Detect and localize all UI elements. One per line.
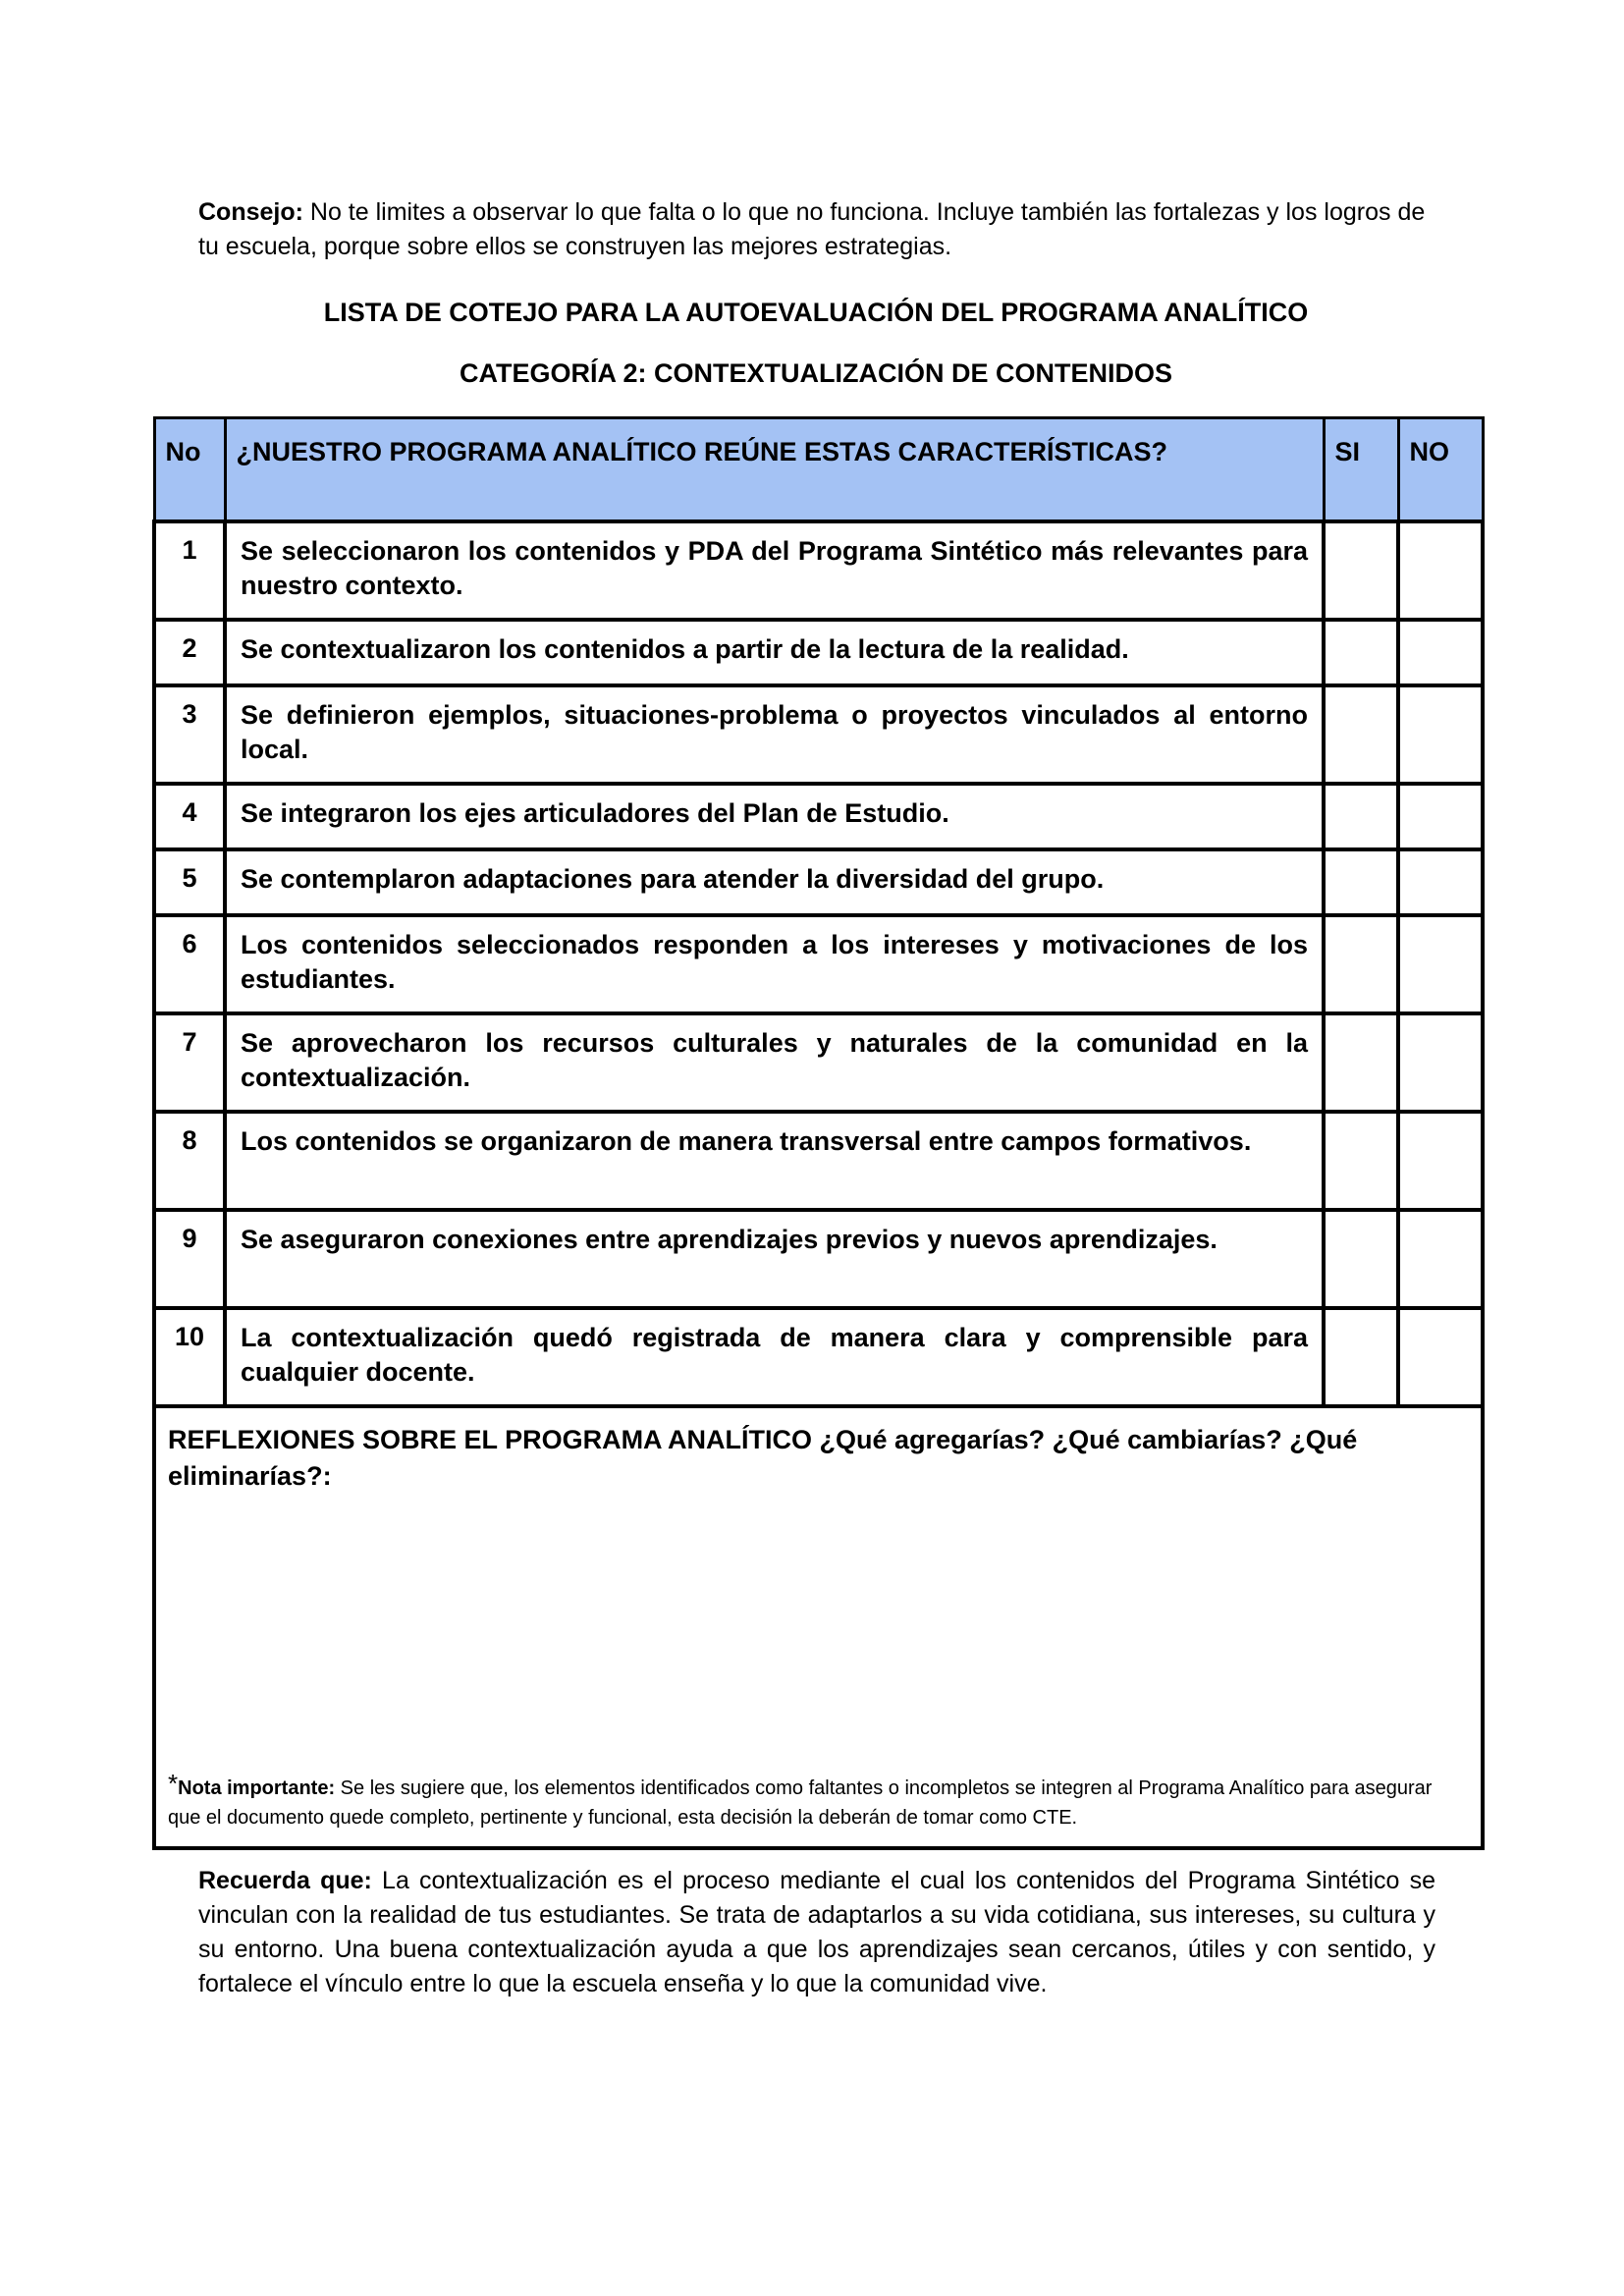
row-number: 10 — [154, 1308, 225, 1406]
row-number: 9 — [154, 1210, 225, 1308]
header-no: No — [154, 418, 225, 522]
no-checkbox-cell[interactable] — [1398, 1308, 1483, 1406]
table-row — [154, 1112, 1483, 1210]
si-checkbox-cell[interactable] — [1324, 685, 1398, 784]
si-checkbox-cell[interactable] — [1324, 1013, 1398, 1112]
si-checkbox-cell[interactable] — [1324, 521, 1398, 620]
row-criterion: Los contenidos seleccionados responden a los intereses y motivaciones de los estudiantes. — [225, 915, 1324, 1013]
row-criterion: Se contextualizaron los contenidos a partir de la lectura de la realidad. — [225, 620, 1324, 685]
document-title: LISTA DE COTEJO PARA LA AUTOEVALUACIÓN DEL PROGRAMA ANALÍTICO — [323, 298, 1309, 327]
reflection-cell[interactable] — [154, 1406, 1483, 1848]
row-number: 6 — [154, 915, 225, 1013]
row-number: 7 — [154, 1013, 225, 1112]
note-text: Se les sugiere que, los elementos identificados como faltantes o incompletos se integren al Programa Analítico para asegurar que el documento quede completo, pertinente y funcional, esta decisión la deberán de tomar como CTE. — [168, 1777, 1433, 1829]
si-checkbox-cell[interactable] — [1324, 620, 1398, 685]
reminder-text: La contextualización es el proceso mediante el cual los contenidos del Programa Sintético se vinculan con la realidad de tus estudiantes. Se trata de adaptarlos a su vida cotidiana, sus intereses, su cultura y su entorno. Una buena contextualización ayuda a que los aprendizajes sean cercanos, útiles y con sentido, y fortalece el vínculo entre lo que la escuela enseña y lo que la comunidad vive. — [198, 1867, 1435, 1997]
table-row — [154, 915, 1483, 1013]
reminder-label: Recuerda que: — [198, 1867, 372, 1894]
note-label: Nota importante: — [178, 1777, 336, 1799]
no-checkbox-cell[interactable] — [1398, 915, 1483, 1013]
reflection-questions: ¿Qué agregarías? ¿Qué cambiarías? ¿Qué eliminarías?: — [168, 1425, 1358, 1491]
table-row — [154, 849, 1483, 915]
row-number: 3 — [154, 685, 225, 784]
table-row — [154, 1013, 1483, 1112]
reflection-heading — [168, 1422, 1469, 1495]
header-no-answer: NO — [1398, 418, 1483, 522]
no-checkbox-cell[interactable] — [1398, 521, 1483, 620]
row-criterion: La contextualización quedó registrada de manera clara y comprensible para cualquier docente. — [225, 1308, 1324, 1406]
si-checkbox-cell[interactable] — [1324, 1112, 1398, 1210]
table-row — [154, 784, 1483, 849]
reflection-title: REFLEXIONES SOBRE EL PROGRAMA ANALÍTICO — [168, 1425, 813, 1454]
table-row — [154, 685, 1483, 784]
row-criterion: Se definieron ejemplos, situaciones-problema o proyectos vinculados al entorno local. — [225, 685, 1324, 784]
table-row — [154, 521, 1483, 620]
row-criterion: Los contenidos se organizaron de manera transversal entre campos formativos. — [225, 1112, 1324, 1210]
row-number: 2 — [154, 620, 225, 685]
category-subtitle: CATEGORÍA 2: CONTEXTUALIZACIÓN DE CONTENIDOS — [459, 358, 1172, 388]
table-row — [154, 1308, 1483, 1406]
no-checkbox-cell[interactable] — [1398, 784, 1483, 849]
row-number: 5 — [154, 849, 225, 915]
row-number: 1 — [154, 521, 225, 620]
no-checkbox-cell[interactable] — [1398, 620, 1483, 685]
tip-text: No te limites a observar lo que falta o lo que no funciona. Incluye también las fortalezas y los logros de tu escuela, porque sobre ellos se construyen las mejores estrategias. — [198, 198, 1426, 260]
row-criterion: Se seleccionaron los contenidos y PDA del Programa Sintético más relevantes para nuestro contexto. — [225, 521, 1324, 620]
no-checkbox-cell[interactable] — [1398, 849, 1483, 915]
si-checkbox-cell[interactable] — [1324, 784, 1398, 849]
si-checkbox-cell[interactable] — [1324, 915, 1398, 1013]
no-checkbox-cell[interactable] — [1398, 685, 1483, 784]
tip-label: Consejo: — [198, 198, 303, 226]
row-criterion: Se aseguraron conexiones entre aprendizajes previos y nuevos aprendizajes. — [225, 1210, 1324, 1308]
no-checkbox-cell[interactable] — [1398, 1013, 1483, 1112]
si-checkbox-cell[interactable] — [1324, 1308, 1398, 1406]
important-note — [168, 1769, 1469, 1832]
checklist-table — [152, 416, 1485, 1850]
reflection-row — [154, 1406, 1483, 1848]
no-checkbox-cell[interactable] — [1398, 1210, 1483, 1308]
tip-paragraph — [198, 195, 1435, 264]
si-checkbox-cell[interactable] — [1324, 849, 1398, 915]
reminder-paragraph — [198, 1864, 1435, 2001]
si-checkbox-cell[interactable] — [1324, 1210, 1398, 1308]
table-row — [154, 1210, 1483, 1308]
row-criterion: Se aprovecharon los recursos culturales y naturales de la comunidad en la contextualización. — [225, 1013, 1324, 1112]
row-number: 4 — [154, 784, 225, 849]
header-si: SI — [1324, 418, 1398, 522]
no-checkbox-cell[interactable] — [1398, 1112, 1483, 1210]
row-criterion: Se integraron los ejes articuladores del Plan de Estudio. — [225, 784, 1324, 849]
row-number: 8 — [154, 1112, 225, 1210]
row-criterion: Se contemplaron adaptaciones para atender la diversidad del grupo. — [225, 849, 1324, 915]
note-asterisk: * — [168, 1769, 179, 1798]
table-row — [154, 620, 1483, 685]
table-header-row — [154, 418, 1483, 522]
header-question: ¿NUESTRO PROGRAMA ANALÍTICO REÚNE ESTAS CARACTERÍSTICAS? — [225, 418, 1324, 522]
